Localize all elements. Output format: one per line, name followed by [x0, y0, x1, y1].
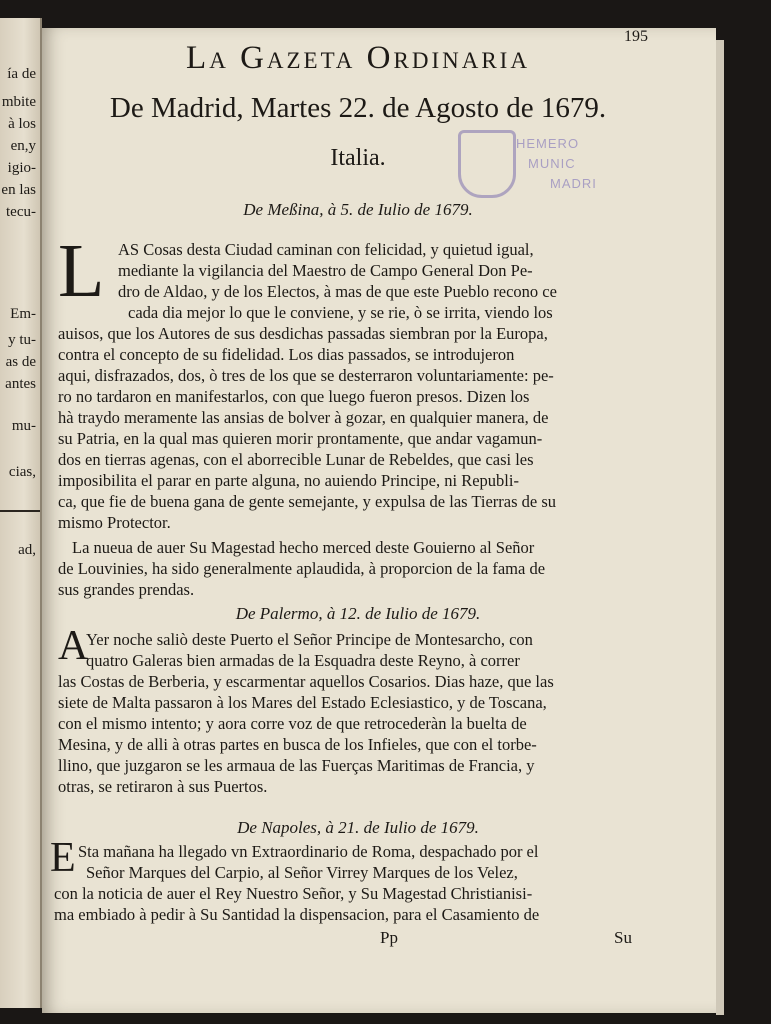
text-line: aqui, disfrazados, dos, ò tres de los que se desterraron voluntariamente: pe-	[58, 366, 554, 385]
text-line: otras, se retiraron à sus Puertos.	[58, 777, 268, 796]
facing-page-fragment: y tu-	[8, 332, 36, 348]
text-line: dos en tierras agenas, con el aborrecible Lunar de Rebeldes, que casi les	[58, 450, 534, 469]
page-stack-edge	[716, 40, 724, 1015]
coat-of-arms-icon	[458, 130, 516, 198]
facing-page-fragment: mbite	[1, 94, 36, 110]
text-line: ro no tardaron en manifestarlos, con que luego fueron presos. Dizen los	[58, 387, 530, 406]
facing-page-fragment: Em-	[10, 306, 36, 322]
text-line: ma embiado à pedir à Su Santidad la dispensacion, para el Casamiento de	[54, 905, 540, 924]
drop-cap: L	[58, 229, 105, 313]
masthead: La Gazeta Ordinaria	[186, 40, 530, 76]
text-line: ca, que fie de buena gana de gente semejante, y expulsa de las Tierras de su	[58, 492, 557, 511]
text-line: imposibilita el parar en parte alguna, no auiendo Principe, ni Republi-	[58, 471, 519, 490]
text-line: Sta mañana ha llegado vn Extraordinario de Roma, despachado por el	[78, 842, 539, 861]
facing-page-fragment: en,y	[10, 138, 36, 154]
text-line: llino, que juzgaron se les armaua de las Fuerças Maritimas de Francia, y	[58, 756, 535, 775]
signature-mark: Pp	[380, 928, 398, 947]
section-subhead: De Palermo, à 12. de Iulio de 1679.	[235, 604, 481, 623]
facing-page-fragment: en las	[1, 182, 36, 198]
text-line: su Patria, en la qual mas quieren morir prontamente, que andar vagamun-	[58, 429, 543, 448]
text-line: Señor Marques del Carpio, al Señor Virrey Marques de los Velez,	[86, 863, 518, 882]
facing-page-fragment: igio-	[7, 160, 36, 176]
stamp-text: HEMERO	[516, 136, 580, 151]
text-line: Mesina, y de alli à otras partes en busca de los Infieles, que con el torbe-	[58, 735, 537, 754]
catchword: Su	[614, 928, 632, 947]
text-line: mediante la vigilancia del Maestro de Campo General Don Pe-	[118, 261, 533, 280]
drop-cap: A	[58, 623, 89, 669]
stamp-text: MADRI	[550, 176, 597, 191]
facing-page-fragment: mu-	[11, 418, 36, 434]
facing-page-edge	[0, 18, 42, 1008]
text-line: mismo Protector.	[58, 513, 171, 532]
text-line: siete de Malta passaron à los Mares del Estado Eclesiastico, y de Toscana,	[58, 693, 547, 712]
text-line: hà traydo meramente las ansias de bolver à gozar, en qualquier manera, de	[58, 408, 549, 427]
text-line: cada dia mejor lo que le conviene, y se rie, ò se irrita, viendo los	[128, 303, 553, 322]
text-line: quatro Galeras bien armadas de la Esquadra deste Reyno, à correr	[86, 651, 520, 670]
text-line: dro de Aldao, y de los Electos, à mas de que este Pueblo recono ce	[118, 282, 557, 301]
facing-page-fragment: cias,	[8, 464, 36, 480]
text-line: Yer noche saliò deste Puerto el Señor Principe de Montesarcho, con	[86, 630, 533, 649]
text-line: sus grandes prendas.	[58, 580, 195, 599]
text-line: AS Cosas desta Ciudad caminan con felicidad, y quietud igual,	[118, 240, 534, 259]
facing-page-fragment: ad,	[18, 542, 36, 558]
region-heading: Italia.	[330, 145, 386, 171]
stamp-text: MUNIC	[528, 156, 576, 171]
facing-page-fragment: tecu-	[6, 204, 36, 220]
library-stamp	[458, 130, 598, 198]
facing-page-fragment: à los	[8, 116, 36, 132]
section-subhead: De Meßina, à 5. de Iulio de 1679.	[243, 200, 473, 219]
dateline: De Madrid, Martes 22. de Agosto de 1679.	[109, 92, 607, 124]
text-line: La nueua de auer Su Magestad hecho merced deste Gouierno al Señor	[72, 538, 535, 557]
section-subhead: De Napoles, à 21. de Iulio de 1679.	[237, 818, 479, 837]
drop-cap: E	[50, 835, 76, 881]
text-line: con la noticia de auer el Rey Nuestro Señor, y Su Magestad Christianisi-	[54, 884, 533, 903]
text-line: auisos, que los Autores de sus desdichas passadas siembran por la Europa,	[58, 324, 548, 343]
facing-page-fragment: as de	[5, 354, 36, 370]
facing-page-fragment: ía de	[7, 66, 36, 82]
text-line: de Louvinies, ha sido generalmente aplaudida, à proporcion de la fama de	[58, 559, 546, 578]
facing-page-fragment: antes	[5, 376, 36, 392]
facing-page-rule	[0, 510, 40, 512]
text-line: con el mismo intento; y aora corre voz de que retrocederàn la buelta de	[58, 714, 527, 733]
folio-number: 195	[624, 28, 648, 45]
text-line: contra el concepto de su fidelidad. Los dias passados, se introdujeron	[58, 345, 515, 364]
text-line: las Costas de Berberia, y escarmentar aquellos Cosarios. Dias haze, que las	[58, 672, 554, 691]
